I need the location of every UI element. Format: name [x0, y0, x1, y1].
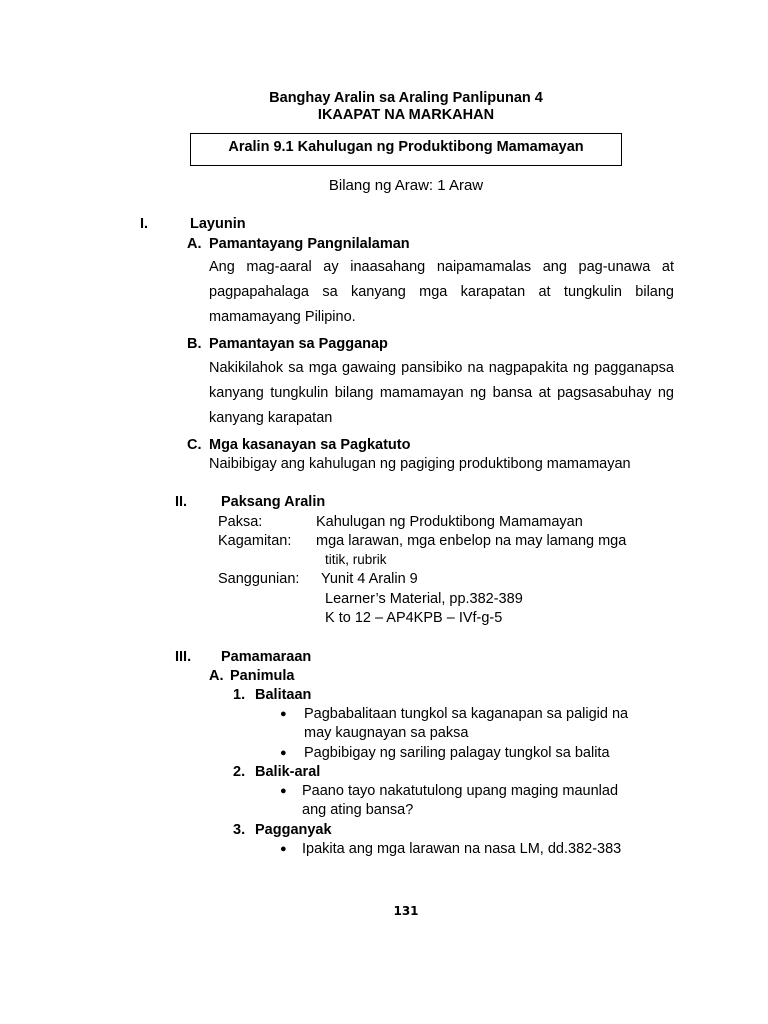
section-numeral: I. — [140, 216, 149, 232]
lesson-title: Aralin 9.1 Kahulugan ng Produktibong Mamamayan — [228, 139, 584, 155]
field-value: titik, rubrik — [325, 552, 387, 567]
subsection-heading: Mga kasanayan sa Pagkatuto — [209, 437, 411, 453]
subsection-heading: Pamantayan sa Pagganap — [209, 336, 388, 352]
field-value: K to 12 – AP4KPB – IVf-g-5 — [325, 610, 503, 626]
bullet-text: Ipakita ang mga larawan na nasa LM, dd.382-383 — [302, 841, 622, 857]
quarter-title: IKAAPAT NA MARKAHAN — [317, 107, 495, 123]
bullet-text: may kaugnayan sa paksa — [304, 725, 469, 741]
list-number: 2. — [233, 764, 246, 780]
field-value: Yunit 4 Aralin 9 — [321, 571, 418, 587]
list-heading: Balitaan — [255, 687, 312, 703]
subsection-label: C. — [187, 437, 202, 453]
list-heading: Balik-aral — [255, 764, 321, 780]
bullet-text: Pagbibigay ng sariling palagay tungkol sa balita — [304, 745, 610, 761]
section-heading: Layunin — [190, 216, 246, 232]
page-number: 131 — [393, 904, 419, 918]
field-label: Paksa: — [218, 514, 263, 530]
bullet-icon: ● — [280, 747, 287, 759]
paragraph: Naibibigay ang kahulugan ng pagiging produktibong mamamayan — [209, 456, 631, 472]
paragraph: Nakikilahok sa mga gawaing pansibiko na nagpapakita ng pagganapsa kanyang tungkulin bilang mamamayan ng bansa at pagsasabuhay ng kanyang karapatan — [209, 360, 674, 426]
section-heading: Pamamaraan — [221, 649, 312, 665]
field-label: Sanggunian: — [218, 571, 300, 587]
list-heading: Pagganyak — [255, 822, 332, 838]
list-number: 3. — [233, 822, 246, 838]
bullet-icon: ● — [280, 843, 287, 855]
field-value: Learner’s Material, pp.382-389 — [325, 591, 523, 607]
bullet-icon: ● — [280, 785, 287, 797]
section-numeral: II. — [175, 494, 188, 510]
lesson-title-box — [190, 133, 622, 166]
field-value: mga larawan, mga enbelop na may lamang mga — [316, 533, 627, 549]
subsection-label: A. — [187, 236, 202, 252]
field-label: Kagamitan: — [218, 533, 292, 549]
bullet-text: Pagbabalitaan tungkol sa kaganapan sa paligid na — [304, 706, 629, 722]
bullet-text: Paano tayo nakatutulong upang maging maunlad — [302, 783, 619, 799]
bullet-text: ang ating bansa? — [302, 802, 414, 818]
document-title: Banghay Aralin sa Araling Panlipunan 4 — [269, 90, 543, 106]
field-value: Kahulugan ng Produktibong Mamamayan — [316, 514, 583, 530]
section-numeral: III. — [175, 649, 192, 665]
subsection-label: B. — [187, 336, 202, 352]
subsection-heading: Panimula — [230, 668, 295, 684]
section-heading: Paksang Aralin — [221, 494, 326, 510]
subsection-label: A. — [209, 668, 224, 684]
paragraph: Ang mag-aaral ay inaasahang naipamamalas ang pag-unawa at pagpapahalaga sa kanyang mga karapatan at tungkulin bilang mamamayang Pilipino. — [209, 259, 674, 325]
list-number: 1. — [233, 687, 246, 703]
days-count: Bilang ng Araw: 1 Araw — [328, 177, 484, 194]
subsection-heading: Pamantayang Pangnilalaman — [209, 236, 410, 252]
bullet-icon: ● — [280, 708, 287, 720]
